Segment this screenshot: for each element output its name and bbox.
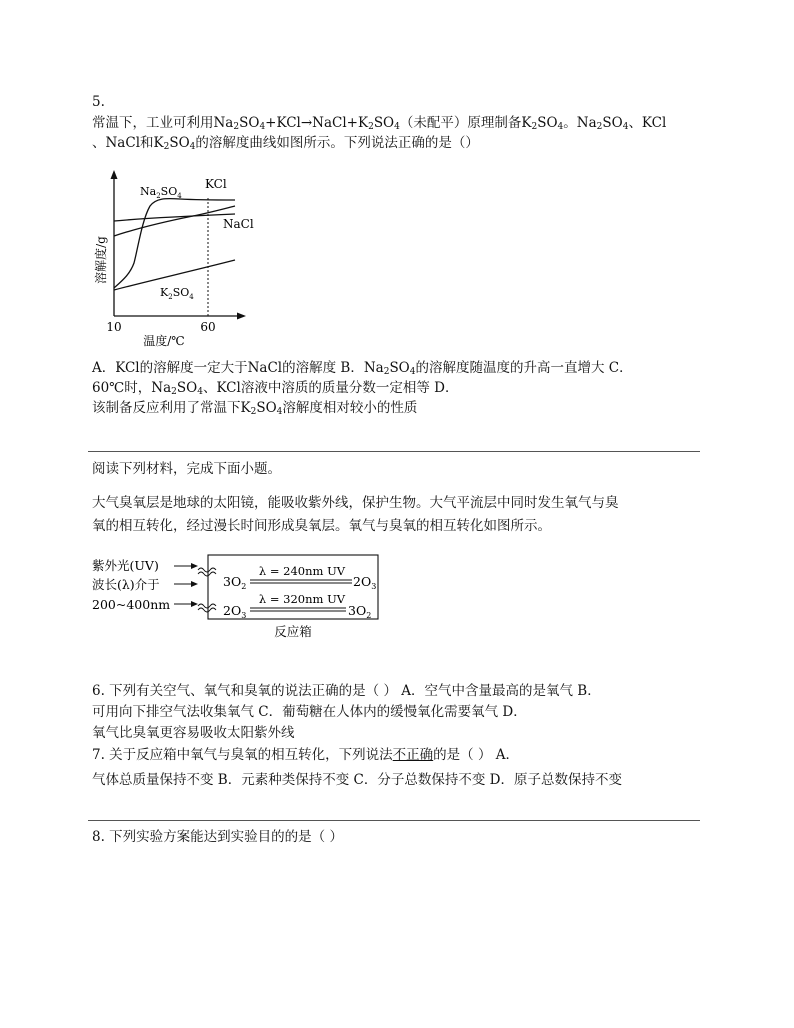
reaction2-product: $3O_2$	[348, 603, 372, 620]
y-axis-arrow-icon	[111, 170, 118, 179]
q6-line2: 可用向下排空气法收集氧气 C．葡萄糖在人体内的缓慢氧化需要氧气 D．	[92, 704, 527, 720]
q7-line2: 气体总质量保持不变 B．元素种类保持不变 C．分子总数保持不变 D．原子总数保持不变	[92, 772, 622, 788]
label-nacl: NaCl	[223, 217, 254, 231]
q5-number: 5.	[92, 94, 105, 110]
x-tick-10: 10	[106, 320, 122, 334]
divider	[88, 820, 700, 821]
x-axis-label: 温度/℃	[143, 334, 185, 348]
reaction1-condition: λ = 240nm UV	[258, 564, 346, 578]
reading-paragraph-line1: 大气臭氧层是地球的太阳镜，能吸收紫外线，保护生物。大气平流层中同时发生氧气与臭	[92, 495, 619, 511]
q5-options-line3: 该制备反应利用了常温下$K_2SO_4$溶解度相对较小的性质	[92, 400, 418, 417]
reading-intro: 阅读下列材料，完成下面小题。	[92, 461, 281, 477]
reading-paragraph-line2: 氧的相互转化，经过漫长时间形成臭氧层。氧气与臭氧的相互转化如图所示。	[92, 518, 551, 534]
q5-stem-line1: 常温下，工业可利用$Na_2SO_4+KCl\to NaCl+K_2SO_4$（未配平）原理制备$K_2SO_4$。$Na_2SO_4$、KCl	[92, 115, 667, 132]
arrow-icon	[174, 563, 198, 607]
solubility-chart	[88, 168, 263, 348]
q5-options-line1: A．KCl的溶解度一定大于NaCl的溶解度 B．$Na_2SO_4$的溶解度随温度的升高一直增大 C．	[92, 360, 633, 377]
divider	[88, 451, 700, 452]
reaction2-reactant: $2O_3$	[223, 603, 247, 620]
label-k2so4: $K_2SO_4$	[160, 286, 194, 301]
uv-label-line2: 波长(λ)介于	[92, 577, 160, 592]
y-axis-label: 溶解度/g	[94, 236, 108, 284]
reaction2-condition: λ = 320nm UV	[258, 592, 346, 606]
x-tick-60: 60	[200, 320, 216, 334]
q5-stem-line2: 、NaCl和$K_2SO_4$的溶解度曲线如图所示。下列说法正确的是（）	[92, 135, 479, 152]
underlined-not-correct: 不正确	[392, 747, 434, 763]
uv-label-line3: 200~400nm	[92, 597, 171, 612]
ozone-reaction-diagram	[90, 552, 390, 638]
q6-line1: 6. 下列有关空气、氧气和臭氧的说法正确的是（ ） A．空气中含量最高的是氧气 B．	[92, 683, 601, 699]
reaction-box-caption: 反应箱	[274, 624, 312, 638]
q6-line3: 氧气比臭氧更容易吸收太阳紫外线	[92, 725, 295, 741]
x-axis-arrow-icon	[237, 313, 246, 320]
q8-line1: 8. 下列实验方案能达到实验目的的是（ ）	[92, 829, 343, 845]
wave-icon	[198, 568, 216, 612]
uv-label-line1: 紫外光(UV)	[92, 558, 159, 573]
curve-kcl	[114, 206, 235, 236]
reaction1-product: $2O_3$	[353, 574, 377, 591]
label-na2so4: $Na_2SO_4$	[140, 185, 182, 200]
label-kcl: KCl	[205, 177, 227, 191]
reaction1-reactant: $3O_2$	[223, 574, 247, 591]
q5-options-line2: 60℃时，$Na_2SO_4$、KCl溶液中溶质的质量分数一定相等 D．	[92, 380, 459, 397]
q7-line1: 7. 关于反应箱中氧气与臭氧的相互转化，下列说法不正确的是（ ） A．	[92, 747, 520, 763]
